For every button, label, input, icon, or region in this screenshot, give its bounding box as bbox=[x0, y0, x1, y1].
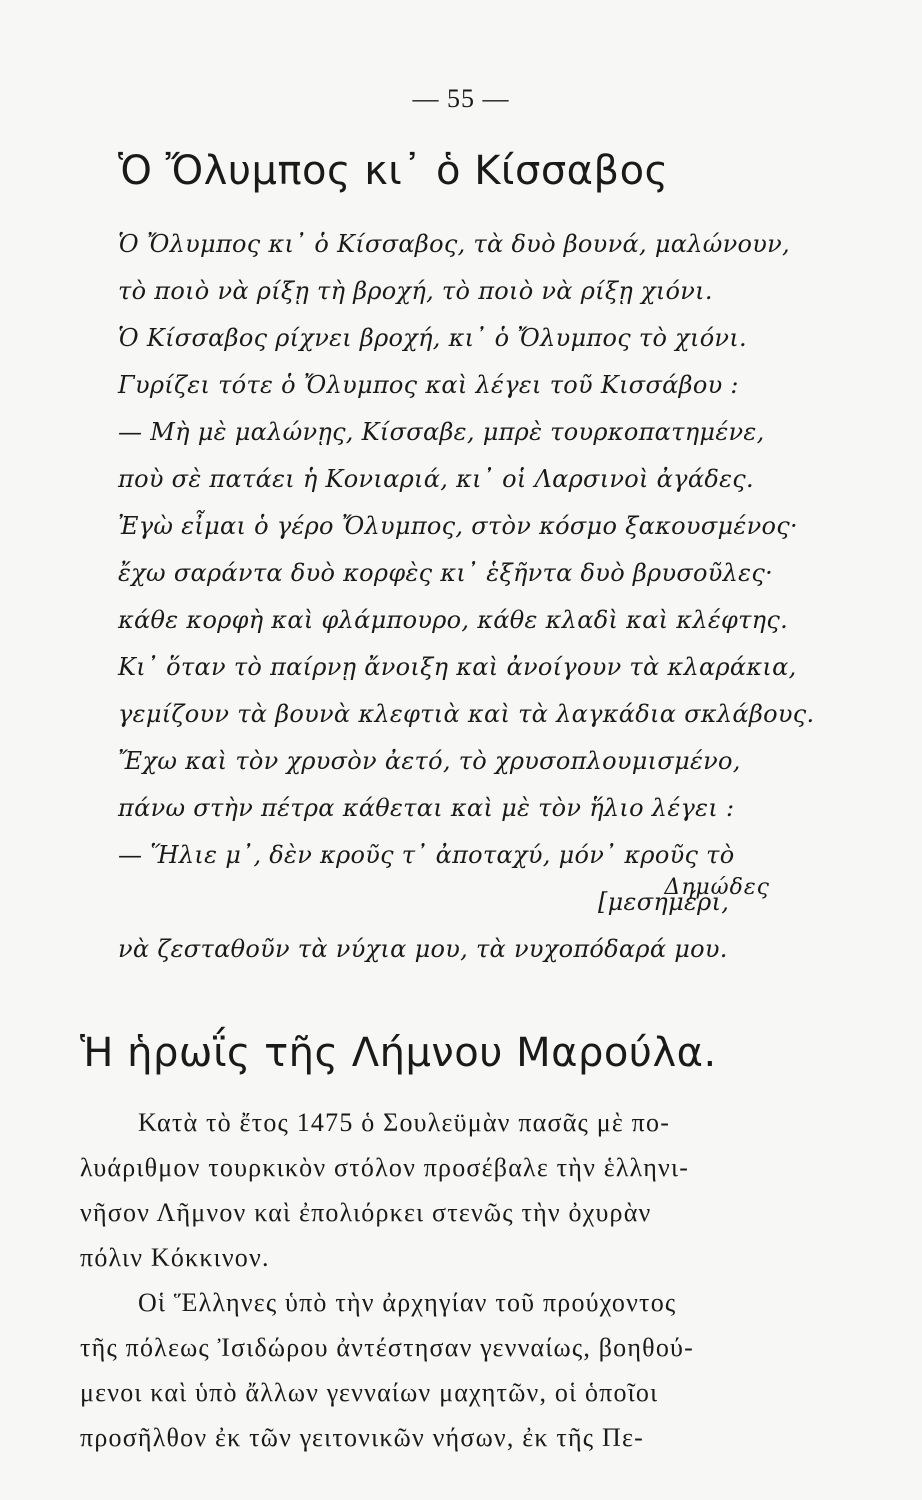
poem-line: τὸ ποιὸ νὰ ρίξῃ τὴ βροχή, τὸ ποιὸ νὰ ρίξῃ χιόνι. bbox=[118, 277, 713, 305]
prose-line: μενοι καὶ ὑπὸ ἄλλων γενναίων μαχητῶν, οἱ ὁποῖοι bbox=[80, 1378, 659, 1407]
prose-line: προσῆλθον ἐκ τῶν γειτονικῶν νήσων, ἐκ τῆς Πε- bbox=[80, 1423, 644, 1452]
poem-line: κάθε κορφὴ καὶ φλάμπουρο, κάθε κλαδὶ καὶ κλέφτης. bbox=[118, 606, 789, 634]
page-number: — 55 — bbox=[412, 84, 510, 113]
poem-attribution: Δημώδες bbox=[664, 875, 770, 900]
poem-line: — Ἥλιε μ᾽, δὲν κροῦς τ᾽ ἀποταχύ, μόν᾽ κροῦς τὸ bbox=[118, 841, 735, 869]
poem-line: Ἐγὼ εἶμαι ὁ γέρο Ὄλυμπος, στὸν κόσμο ξακουσμένος· bbox=[118, 512, 798, 540]
poem-title: Ὁ Ὄλυμπος κι᾽ ὁ Κίσσαβος bbox=[118, 148, 669, 194]
poem-line: — Μὴ μὲ μαλώνῃς, Κίσσαβε, μπρὲ τουρκοπατημένε, bbox=[118, 418, 765, 446]
poem-line: Ὁ Ὄλυμπος κι᾽ ὁ Κίσσαβος, τὰ δυὸ βουνά, μαλώνουν, bbox=[118, 230, 790, 258]
poem-line-continuation: [μεσημέρι, bbox=[598, 888, 730, 916]
prose-line: πόλιν Κόκκινον. bbox=[80, 1243, 270, 1272]
poem-line: Ὁ Κίσσαβος ρίχνει βροχή, κι᾽ ὁ Ὄλυμπος τὸ χιόνι. bbox=[118, 324, 747, 352]
poem-line: γεμίζουν τὰ βουνὰ κλεφτιὰ καὶ τὰ λαγκάδια σκλάβους. bbox=[118, 700, 815, 728]
prose-line: νῆσον Λῆμνον καὶ ἐπολιόρκει στενῶς τὴν ὀχυρὰν bbox=[80, 1198, 652, 1227]
poem-line: νὰ ζεσταθοῦν τὰ νύχια μου, τὰ νυχοπόδαρά μου. bbox=[118, 935, 728, 963]
poem-line: ποὺ σὲ πατάει ἡ Κονιαριά, κι᾽ οἱ Λαρσινοὶ ἀγάδες. bbox=[118, 465, 754, 493]
poem-line: Κι᾽ ὅταν τὸ παίρνῃ ἄνοιξη καὶ ἀνοίγουν τὰ κλαράκια, bbox=[118, 653, 797, 681]
poem-line: πάνω στὴν πέτρα κάθεται καὶ μὲ τὸν ἥλιο λέγει : bbox=[118, 794, 735, 822]
poem-line: ἔχω σαράντα δυὸ κορφὲς κι᾽ ἑξῆντα δυὸ βρυσοῦλες· bbox=[118, 559, 774, 587]
prose-line: Κατὰ τὸ ἔτος 1475 ὁ Σουλεϋμὰν πασᾶς μὲ πο- bbox=[138, 1108, 671, 1137]
prose-line: λυάριθμον τουρκικὸν στόλον προσέβαλε τὴν ἑλληνι- bbox=[80, 1153, 690, 1182]
poem-line: Ἔχω καὶ τὸν χρυσὸν ἀετό, τὸ χρυσοπλουμισμένο, bbox=[118, 747, 741, 775]
section-title: Ἡ ἡρωΐς τῆς Λήμνου Μαρούλα. bbox=[80, 1030, 717, 1076]
poem-line: Γυρίζει τότε ὁ Ὄλυμπος καὶ λέγει τοῦ Κισσάβου : bbox=[118, 371, 739, 399]
prose-line: τῆς πόλεως Ἰσιδώρου ἀντέστησαν γενναίως, βοηθού- bbox=[80, 1333, 694, 1362]
prose-line: Οἱ Ἕλληνες ὑπὸ τὴν ἀρχηγίαν τοῦ προύχοντος bbox=[138, 1288, 677, 1317]
